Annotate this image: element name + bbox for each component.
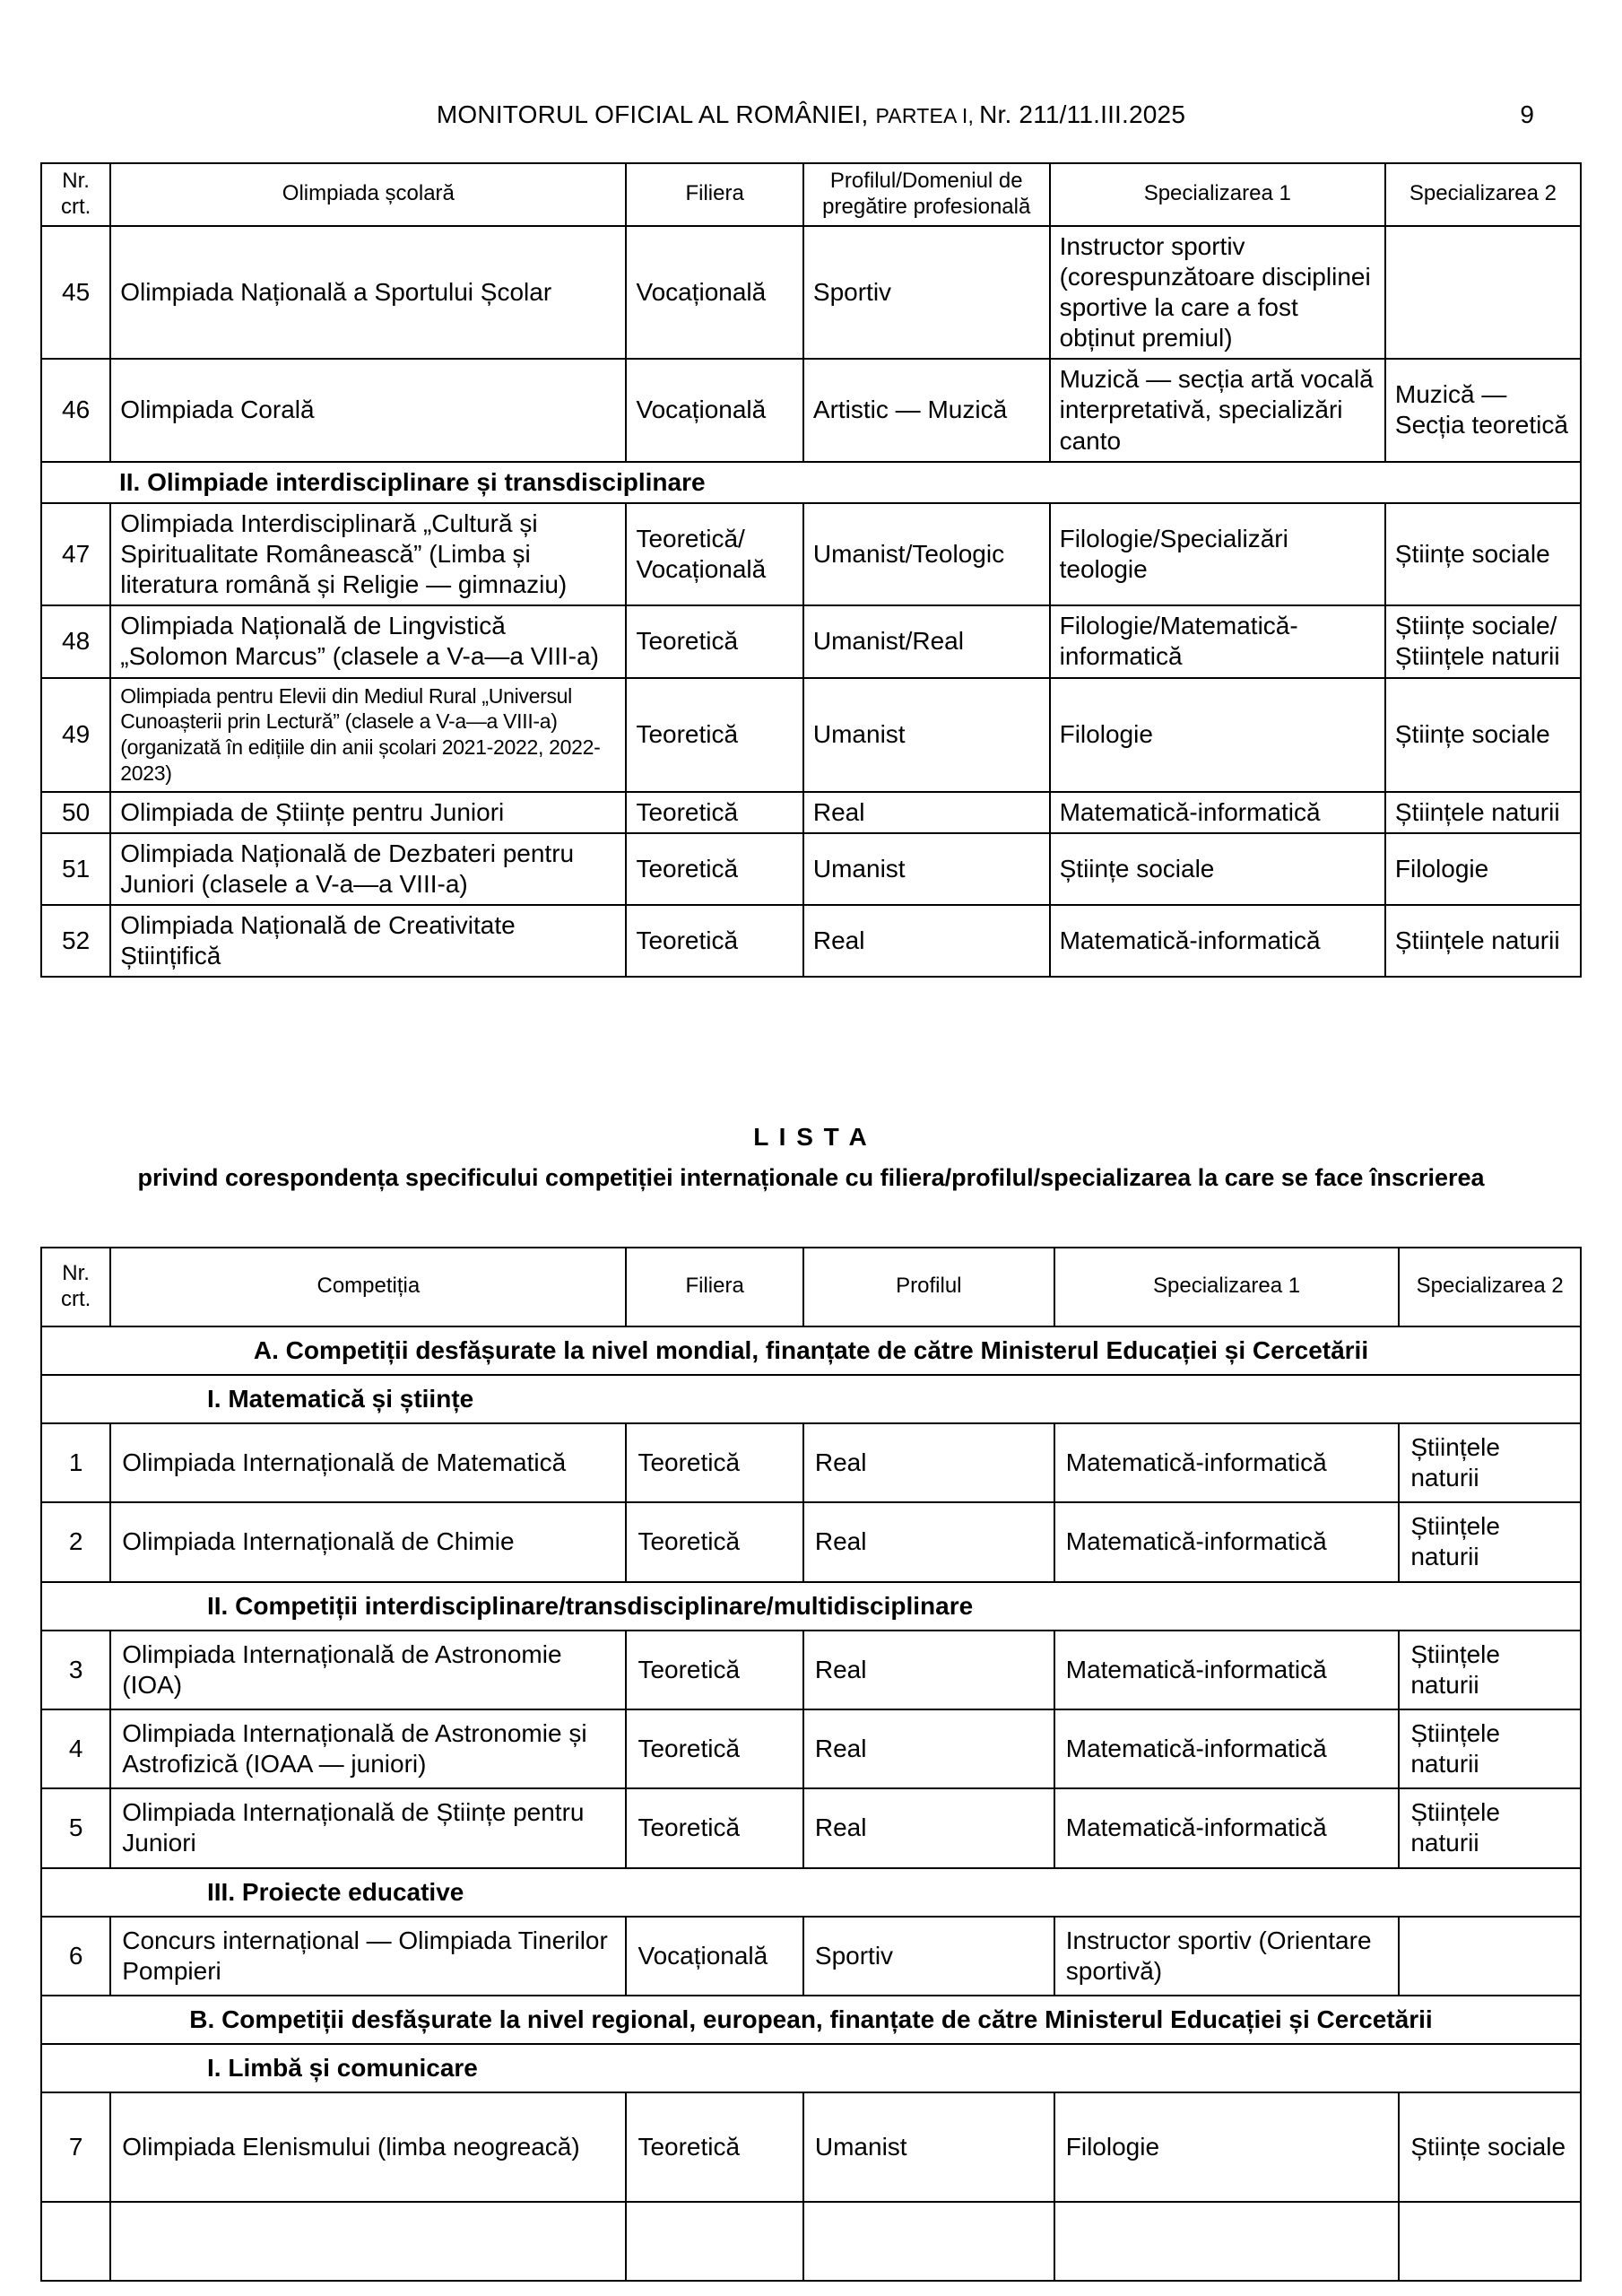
table-row: [41, 1709, 1581, 1788]
data-cell: Matematică-informatică: [1050, 905, 1385, 977]
data-cell: Olimpiada Corală: [110, 359, 626, 461]
column-header: Profilul: [803, 1248, 1054, 1326]
data-cell: Științele naturii: [1399, 1631, 1581, 1709]
table-row: [41, 1502, 1581, 1581]
data-cell: Filologie/​Matematică-informatică: [1050, 605, 1385, 677]
row-number-cell: 2: [41, 1502, 110, 1581]
row-number-cell: 1: [41, 1423, 110, 1502]
row-number-cell: 45: [41, 226, 110, 360]
row-number-cell: 7: [41, 2092, 110, 2202]
section-row: [41, 1582, 1581, 1631]
data-cell: Matematică-informatică: [1050, 792, 1385, 833]
section-label: I. Limbă și comunicare: [41, 2044, 1581, 2092]
data-cell: Vocațională: [626, 1917, 802, 1996]
data-cell: Teoretică: [626, 1788, 802, 1867]
data-cell: Umanist: [803, 2092, 1054, 2202]
column-header: Nr. crt.: [41, 1248, 110, 1326]
data-cell: Instructor sportiv (corespunzătoare disciplinei sportive la care a fost obținut premiul): [1050, 226, 1385, 360]
data-cell: Matematică-informatică: [1054, 1709, 1400, 1788]
column-header: Olimpiada școlară: [110, 163, 626, 226]
data-cell: Științe sociale: [1385, 678, 1581, 792]
data-cell: Teoretică: [626, 678, 802, 792]
data-cell: Olimpiada Națională de Lingvistică „Solomon Marcus” (clasele a V-a—a VIII-a): [110, 605, 626, 677]
data-cell: Real: [803, 1788, 1054, 1867]
data-cell: Teoretică: [626, 1631, 802, 1709]
table-row: [41, 1917, 1581, 1996]
data-cell: Muzică — secția artă vocală interpretativă, specializări canto: [1050, 359, 1385, 461]
data-cell: Filologie: [1054, 2092, 1400, 2202]
section-row: [41, 1996, 1581, 2044]
data-cell: Științe sociale/​Științele naturii: [1385, 605, 1581, 677]
data-cell: [110, 2202, 626, 2281]
header-row: [41, 163, 1581, 226]
data-cell: Olimpiada de Științe pentru Juniori: [110, 792, 626, 833]
data-cell: Matematică-informatică: [1054, 1423, 1400, 1502]
row-number-cell: 5: [41, 1788, 110, 1867]
data-cell: [1385, 226, 1581, 360]
table-row: [41, 678, 1581, 792]
row-number-cell: 49: [41, 678, 110, 792]
column-header: Profilul/​Domeniul de pregătire profesională: [803, 163, 1050, 226]
data-cell: Olimpiada Internațională de Astronomie (IOA): [110, 1631, 626, 1709]
school-olympiads-table: [40, 162, 1582, 978]
data-cell: Științele naturii: [1399, 1502, 1581, 1581]
data-cell: Filologie: [1050, 678, 1385, 792]
table-row: [41, 1631, 1581, 1709]
data-cell: Instructor sportiv (Orientare sportivă): [1054, 1917, 1400, 1996]
column-header: Filiera: [626, 163, 802, 226]
data-cell: Olimpiada Națională a Sportului Școlar: [110, 226, 626, 360]
page-number: 9: [1520, 100, 1534, 128]
data-cell: Științele naturii: [1399, 1423, 1581, 1502]
data-cell: Artistic — Muzică: [803, 359, 1050, 461]
data-cell: Științe sociale: [1399, 2092, 1581, 2202]
data-cell: Sportiv: [803, 1917, 1054, 1996]
row-number-cell: 4: [41, 1709, 110, 1788]
data-cell: Vocațională: [626, 226, 802, 360]
journal-issue-number: Nr. 211/11.III.2025: [979, 100, 1186, 128]
data-cell: Olimpiada Națională de Dezbateri pentru Juniori (clasele a V-a—a VIII-a): [110, 833, 626, 905]
data-cell: [1054, 2202, 1400, 2281]
header-row: [41, 1248, 1581, 1326]
row-number-cell: 52: [41, 905, 110, 977]
data-cell: Olimpiada Internațională de Chimie: [110, 1502, 626, 1581]
data-cell: [1399, 2202, 1581, 2281]
row-number-cell: 48: [41, 605, 110, 677]
row-number-cell: 51: [41, 833, 110, 905]
data-cell: Concurs internațional — Olimpiada Tinerilor Pompieri: [110, 1917, 626, 1996]
data-cell: Teoretică/​Vocațională: [626, 503, 802, 605]
column-header: Competiția: [110, 1248, 626, 1326]
table-row: [41, 503, 1581, 605]
data-cell: Filologie/​Specializări teologie: [1050, 503, 1385, 605]
page-header: [0, 100, 1622, 129]
journal-title: MONITORUL OFICIAL AL ROMÂNIEI,: [436, 100, 869, 128]
table-row: [41, 359, 1581, 461]
column-header: Nr. crt.: [41, 163, 110, 226]
lista-subtitle: privind corespondența specificului competiției internaționale cu filiera/profilul/specializarea la care se face înscrierea: [137, 1164, 1485, 1191]
row-number-cell: 47: [41, 503, 110, 605]
section-label: III. Proiecte educative: [41, 1868, 1581, 1917]
data-cell: [626, 2202, 802, 2281]
data-cell: Științele naturii: [1399, 1788, 1581, 1867]
table-row: [41, 833, 1581, 905]
table-row: [41, 792, 1581, 833]
data-cell: Științele naturii: [1385, 905, 1581, 977]
data-cell: Teoretică: [626, 833, 802, 905]
data-cell: Științe sociale: [1050, 833, 1385, 905]
data-cell: Umanist/​Real: [803, 605, 1050, 677]
data-cell: Olimpiada pentru Elevii din Mediul Rural „Universul Cunoașterii prin Lectură” (clasele a V-a—a VIII-a) (organizată în edițiile din anii școlari 2021-2022, 2022-2023): [110, 678, 626, 792]
data-cell: Matematică-informatică: [1054, 1631, 1400, 1709]
data-cell: Olimpiada Națională de Creativitate Științifică: [110, 905, 626, 977]
table-row: [41, 1423, 1581, 1502]
column-header: Filiera: [626, 1248, 802, 1326]
section-label: A. Competiții desfășurate la nivel mondial, finanțate de către Ministerul Educației și Cercetării: [41, 1326, 1581, 1375]
data-cell: [803, 2202, 1054, 2281]
data-cell: Filologie: [1385, 833, 1581, 905]
data-cell: Teoretică: [626, 1423, 802, 1502]
data-cell: Real: [803, 1709, 1054, 1788]
data-cell: Teoretică: [626, 792, 802, 833]
section-row: [41, 1868, 1581, 1917]
data-cell: Sportiv: [803, 226, 1050, 360]
data-cell: Olimpiada Interdisciplinară „Cultură și Spiritualitate Românească” (Limba și literatura română și Religie — gimnaziu): [110, 503, 626, 605]
data-cell: Olimpiada Internațională de Matematică: [110, 1423, 626, 1502]
section-row: [41, 1326, 1581, 1375]
row-number-cell: 6: [41, 1917, 110, 1996]
data-cell: Științele naturii: [1399, 1709, 1581, 1788]
data-cell: Matematică-informatică: [1054, 1788, 1400, 1867]
column-header: Specializarea 1: [1050, 163, 1385, 226]
data-cell: Olimpiada Internațională de Astronomie și Astrofizică (IOAA — juniori): [110, 1709, 626, 1788]
table-row: [41, 226, 1581, 360]
data-cell: Olimpiada Elenismului (limba neogreacă): [110, 2092, 626, 2202]
lista-heading: [0, 1123, 1622, 1192]
data-cell: Umanist: [803, 678, 1050, 792]
data-cell: Teoretică: [626, 1502, 802, 1581]
data-cell: Real: [803, 1631, 1054, 1709]
section-label: I. Matematică și științe: [41, 1375, 1581, 1423]
column-header: Specializarea 1: [1054, 1248, 1400, 1326]
data-cell: Umanist/​Teologic: [803, 503, 1050, 605]
table-row: [41, 2092, 1581, 2202]
lista-title: L I S T A: [753, 1123, 869, 1151]
data-cell: Științe sociale: [1385, 503, 1581, 605]
row-number-cell: 50: [41, 792, 110, 833]
section-row: [41, 2044, 1581, 2092]
section-label: B. Competiții desfășurate la nivel regional, european, finanțate de către Ministerul Educației și Cercetării: [41, 1996, 1581, 2044]
table-row: [41, 905, 1581, 977]
section-row: [41, 462, 1581, 503]
data-cell: Matematică-informatică: [1054, 1502, 1400, 1581]
row-number-cell: [41, 2202, 110, 2281]
data-cell: Teoretică: [626, 2092, 802, 2202]
data-cell: Teoretică: [626, 1709, 802, 1788]
row-number-cell: 3: [41, 1631, 110, 1709]
data-cell: Olimpiada Internațională de Științe pentru Juniori: [110, 1788, 626, 1867]
section-row: [41, 1375, 1581, 1423]
table-row: [41, 1788, 1581, 1867]
international-competitions-table: [40, 1247, 1582, 2282]
row-number-cell: 46: [41, 359, 110, 461]
data-cell: Real: [803, 905, 1050, 977]
data-cell: Umanist: [803, 833, 1050, 905]
column-header: Specializarea 2: [1385, 163, 1581, 226]
section-label: II. Olimpiade interdisciplinare și transdisciplinare: [41, 462, 1581, 503]
data-cell: Teoretică: [626, 605, 802, 677]
data-cell: Teoretică: [626, 905, 802, 977]
data-cell: [1399, 1917, 1581, 1996]
data-cell: Real: [803, 792, 1050, 833]
table-row: [41, 605, 1581, 677]
data-cell: Științele naturii: [1385, 792, 1581, 833]
column-header: Specializarea 2: [1399, 1248, 1581, 1326]
section-label: II. Competiții interdisciplinare/​transdisciplinare/​multidisciplinare: [41, 1582, 1581, 1631]
data-cell: Muzică — Secția teoretică: [1385, 359, 1581, 461]
data-cell: Vocațională: [626, 359, 802, 461]
data-cell: Real: [803, 1502, 1054, 1581]
journal-part-label: PARTEA I,: [875, 104, 975, 127]
data-cell: Real: [803, 1423, 1054, 1502]
partial-row: [41, 2202, 1581, 2281]
